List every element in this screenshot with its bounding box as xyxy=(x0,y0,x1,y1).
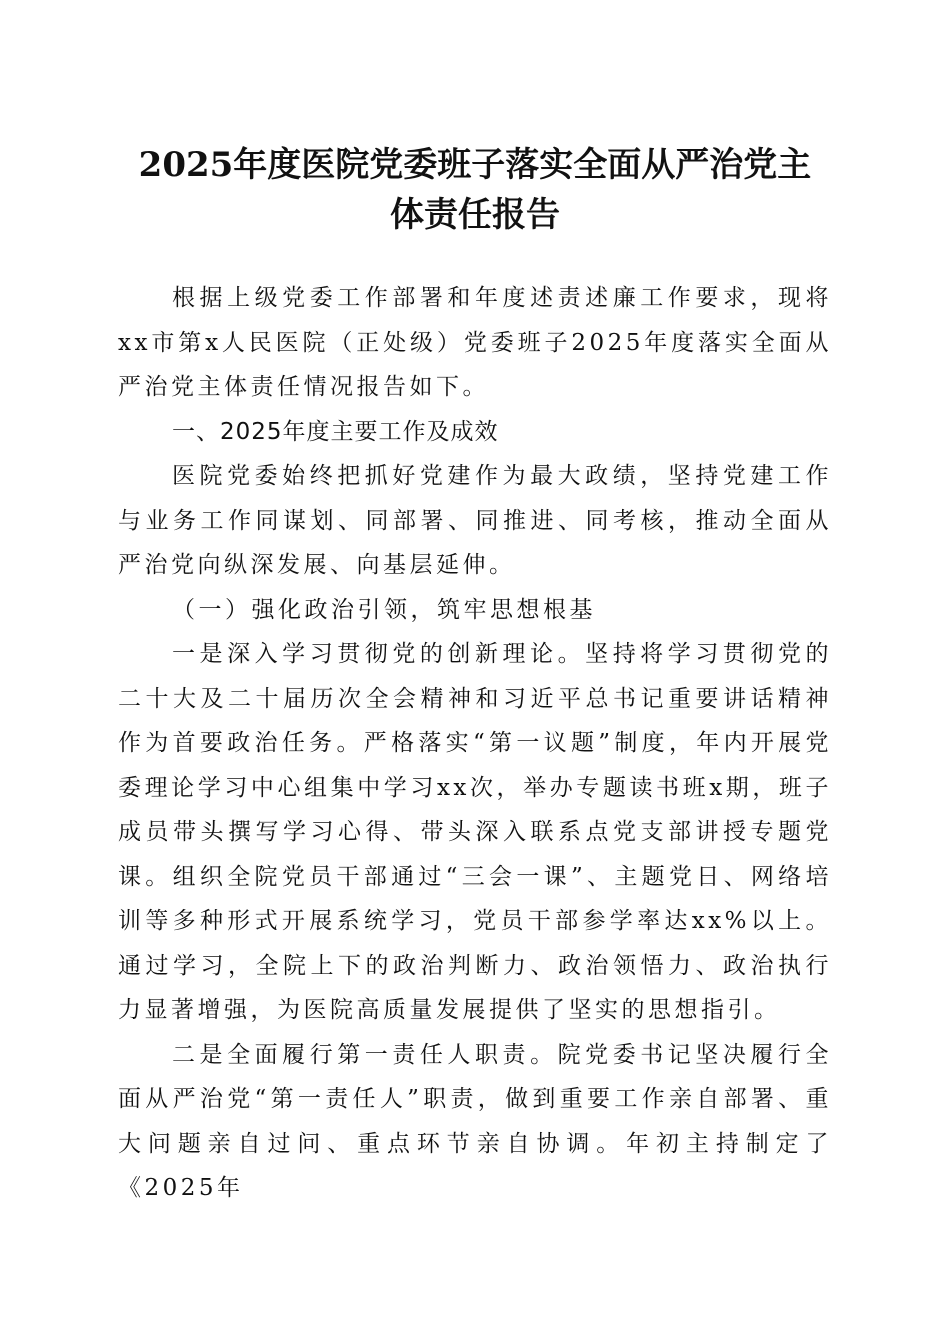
item-paragraph-2 xyxy=(118,1033,832,1211)
item-paragraph-1 xyxy=(118,632,832,1033)
title-line-2: 体责任报告 xyxy=(390,195,560,235)
section-paragraph: 医院党委始终把抓好党建作为最大政绩，坚持党建工作与业务工作同谋划、同部署、同推进、同考核，推动全面从严治党向纵深发展、向基层延伸。 xyxy=(118,463,832,578)
subsection-heading: （一）强化政治引领，筑牢思想根基 xyxy=(172,596,596,623)
item-body-2: 院党委书记坚决履行全面从严治党“第一责任人”职责，做到重要工作亲自部署、重大问题亲自过问、重点环节亲自协调。年初主持制定了《2025年 xyxy=(118,1041,833,1201)
item-lead-2: 二是全面履行第一责任人职责。 xyxy=(172,1041,558,1068)
intro-paragraph: 根据上级党委工作部署和年度述责述廉工作要求，现将xx市第x人民医院（正处级）党委班子2025年度落实全面从严治党主体责任情况报告如下。 xyxy=(118,285,832,400)
document-body xyxy=(118,276,832,1211)
document-title xyxy=(110,140,840,240)
section-heading: 一、2025年度主要工作及成效 xyxy=(172,418,499,445)
item-body-1: 坚持将学习贯彻党的二十大及二十届历次全会精神和习近平总书记重要讲话精神作为首要政治任务。严格落实“第一议题”制度，年内开展党委理论学习中心组集中学习xx次，举办专题读书班x期，班子成员带头撰写学习心得、带头深入联系点党支部讲授专题党课。组织全院党员干部通过“三会一课”、主题党日、网络培训等多种形式开展系统学习，党员干部参学率达xx%以上。通过学习，全院上下的政治判断力、政治领悟力、政治执行力显著增强，为医院高质量发展提供了坚实的思想指引。 xyxy=(118,641,833,1023)
title-line-1: 2025年度医院党委班子落实全面从严治党主 xyxy=(138,145,812,185)
item-lead-1: 一是深入学习贯彻党的创新理论。 xyxy=(172,641,586,667)
